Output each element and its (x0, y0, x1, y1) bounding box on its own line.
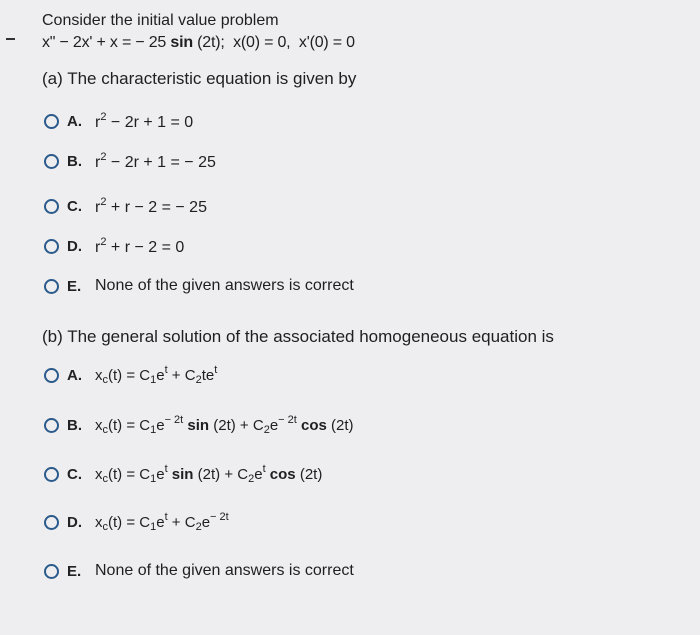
radio-button[interactable] (44, 279, 59, 294)
radio-button[interactable] (44, 515, 59, 530)
option-expression: $r^2 + r - 2 = 0$ (95, 235, 185, 256)
part-b-option-c[interactable] (44, 461, 322, 487)
option-expression: $x_c(t) = C_1e^t$ $\sin (2t) + C_2e^t$ cos (2t) (95, 463, 323, 485)
option-text: None of the given answers is correct (95, 277, 354, 294)
part-a-option-c[interactable] (44, 193, 207, 219)
option-expression: $r^2 + r - 2$ = − 25 (95, 195, 207, 216)
radio-button[interactable] (44, 199, 59, 214)
part-a-option-a[interactable] (44, 108, 193, 134)
part-a-option-e[interactable] (44, 273, 354, 299)
part-a-question: (a) The characteristic equation is given by (42, 69, 357, 88)
part-b-question: (b) The general solution of the associated homogeneous equation is (42, 327, 554, 346)
part-a-option-d[interactable] (44, 233, 184, 259)
option-expression: $r^2 - 2r + 1 = 0$ (95, 110, 194, 131)
problem-statement (42, 10, 355, 54)
option-letter: E. (67, 562, 82, 580)
option-expression: $x_c(t) = C_1e^t + C_2te^t$ (95, 364, 218, 386)
edge-marker (6, 38, 15, 40)
part-b-option-a[interactable] (44, 362, 217, 388)
option-text: None of the given answers is correct (95, 562, 354, 579)
option-expression: $r^2 - 2r + 1$ = − 25 (95, 150, 216, 171)
part-b-option-e[interactable] (44, 558, 354, 584)
option-letter: B. (67, 416, 82, 434)
option-letter: C. (67, 465, 82, 483)
option-letter: C. (67, 197, 82, 215)
part-b-option-b[interactable] (44, 412, 354, 438)
option-letter: A. (67, 366, 82, 384)
option-letter: D. (67, 237, 82, 255)
problem-equation: x" − 2x' + x = − 25 sin (2t); x(0) = 0, x'(0) = 0 (42, 34, 355, 51)
option-expression: $x_c(t) = C_1e^t + C_2e^{- 2t}$ (95, 511, 229, 533)
radio-button[interactable] (44, 114, 59, 129)
radio-button[interactable] (44, 368, 59, 383)
radio-button[interactable] (44, 418, 59, 433)
radio-button[interactable] (44, 239, 59, 254)
option-letter: A. (67, 112, 82, 130)
radio-button[interactable] (44, 467, 59, 482)
option-letter: D. (67, 513, 82, 531)
radio-button[interactable] (44, 564, 59, 579)
option-letter: B. (67, 152, 82, 170)
option-expression: $x_c(t) = C_1e^{- 2t}$ $\sin (2t) + C_2e^{- 2t}$ cos (2t) (95, 414, 354, 436)
problem-intro: Consider the initial value problem (42, 12, 279, 29)
radio-button[interactable] (44, 154, 59, 169)
part-a-option-b[interactable] (44, 148, 216, 174)
option-letter: E. (67, 277, 82, 295)
part-b-option-d[interactable] (44, 509, 229, 535)
